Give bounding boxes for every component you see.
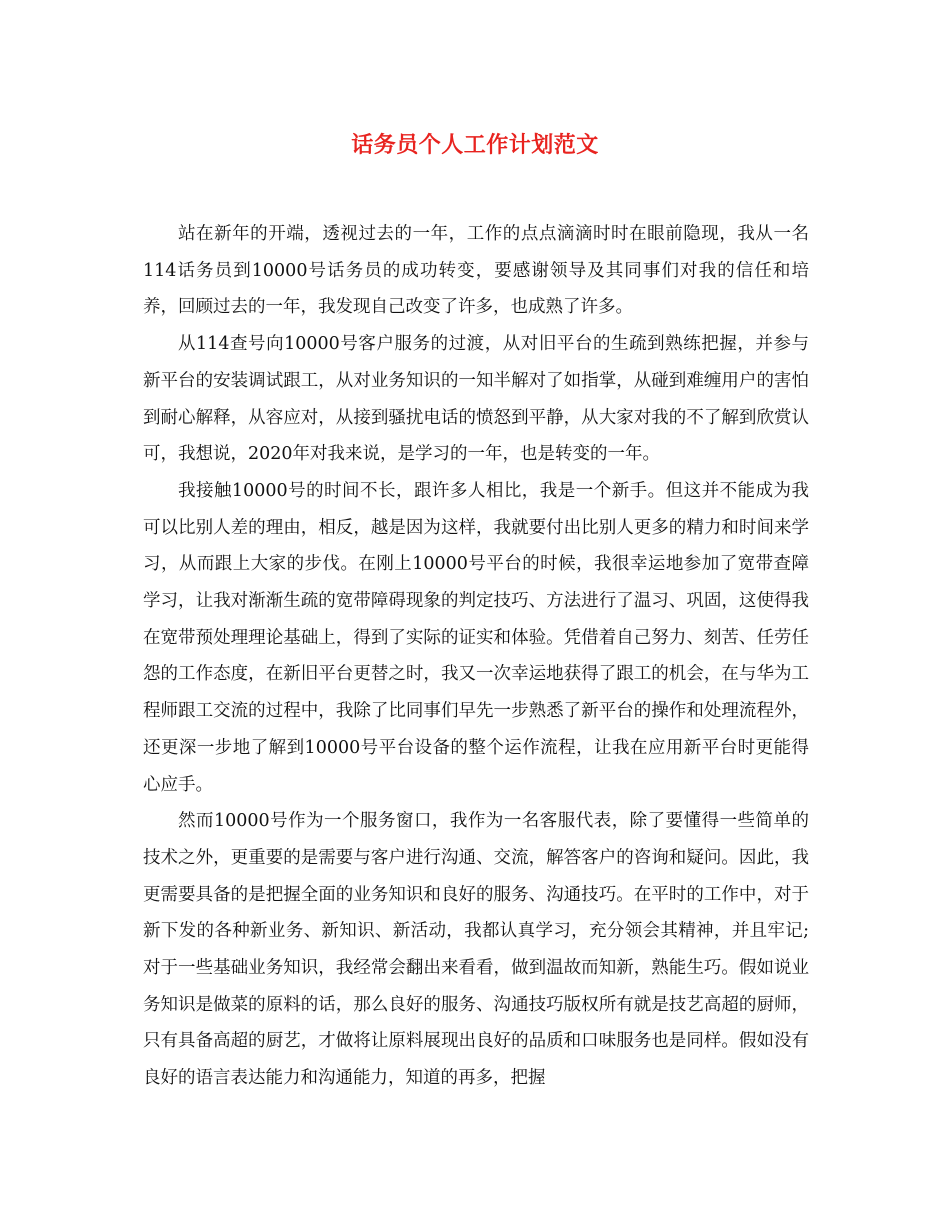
paragraph: 然而10000号作为一个服务窗口，我作为一名客服代表，除了要懂得一些简单的技术之外，更重要的是需要与客户进行沟通、交流，解答客户的咨询和疑问。因此，我更需要具备的是把握全面的业务知识和良好的服务、沟通技巧。在平时的工作中，对于新下发的各种新业务、新知识、新活动，我都认真学习，充分领会其精神，并且牢记;对于一些基础业务知识，我经常会翻出来看看，做到温故而知新，熟能生巧。假如说业务知识是做菜的原料的话，那么良好的服务、沟通技巧版权所有就是技艺高超的厨师，只有具备高超的厨艺，才做将让原料展现出良好的品质和口味服务也是同样。假如没有良好的语言表达能力和沟通能力，知道的再多，把握 (143, 811, 809, 1089)
document-title: 话务员个人工作计划范文 (351, 132, 599, 158)
paragraph: 我接触10000号的时间不长，跟许多人相比，我是一个新手。但这并不能成为我可以比别人差的理由，相反，越是因为这样，我就要付出比别人更多的精力和时间来学习，从而跟上大家的步伐。在刚上10000号平台的时候，我很幸运地参加了宽带查障学习，让我对渐渐生疏的宽带障碍现象的判定技巧、方法进行了温习、巩固，这使得我在宽带预处理理论基础上，得到了实际的证实和体验。凭借着自己努力、刻苦、任劳任怨的工作态度，在新旧平台更替之时，我又一次幸运地获得了跟工的机会，在与华为工程师跟工交流的过程中，我除了比同事们早先一步熟悉了新平台的操作和处理流程外，还更深一步地了解到10000号平台设备的整个运作流程，让我在应用新平台时更能得心应手。 (143, 480, 809, 795)
paragraph: 从114查号向10000号客户服务的过渡，从对旧平台的生疏到熟练把握，并参与新平台的安装调试跟工，从对业务知识的一知半解对了如指掌，从碰到难缠用户的害怕到耐心解释，从容应对，从接到骚扰电话的愤怒到平静，从大家对我的不了解到欣赏认可，我想说，2020年对我来说，是学习的一年，也是转变的一年。 (143, 334, 809, 465)
paragraph: 站在新年的开端，透视过去的一年，工作的点点滴滴时时在眼前隐现，我从一名114话务员到10000号话务员的成功转变，要感谢领导及其同事们对我的信任和培养，回顾过去的一年，我发现自己改变了许多，也成熟了许多。 (143, 224, 809, 318)
document-body (143, 216, 809, 1097)
